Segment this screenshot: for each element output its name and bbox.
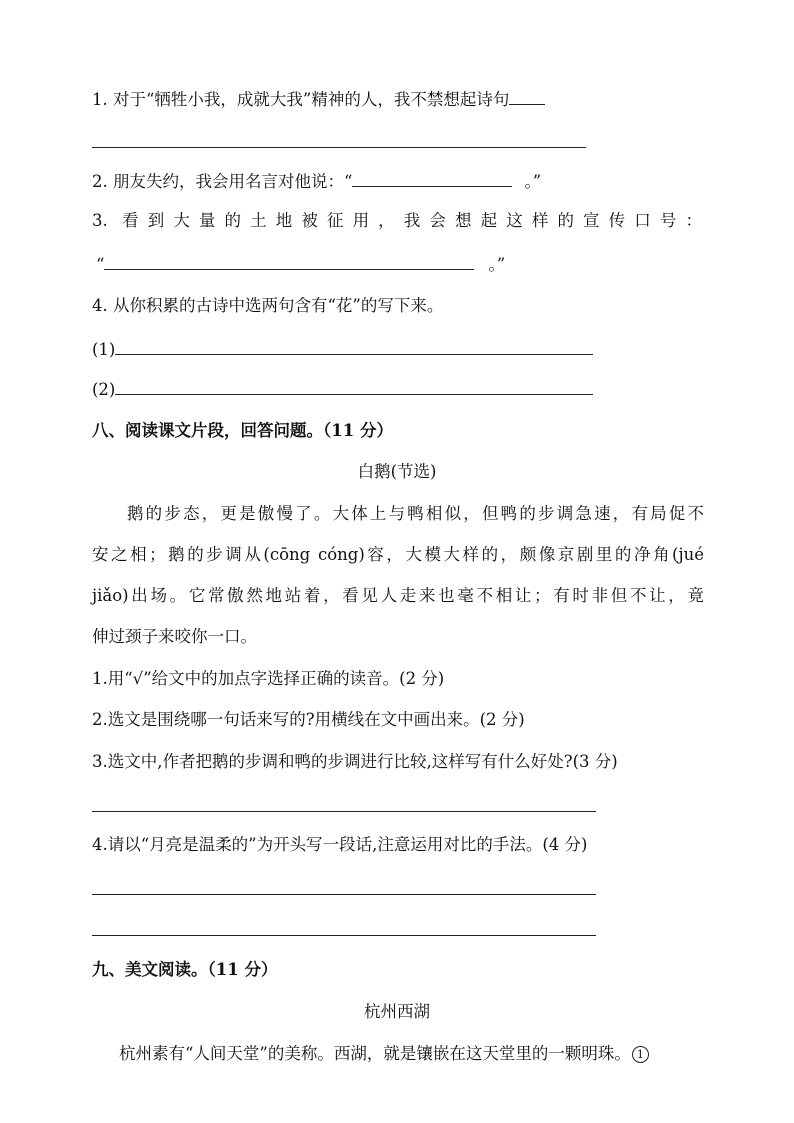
section-9-title: 杭州西湖 (364, 1002, 430, 1021)
question-3-close: 。” (488, 255, 506, 274)
item-1-label: (1) (92, 340, 116, 359)
section-9-heading: 九、美文阅读。（11 分） (92, 960, 278, 979)
section-8-question-4: 4.请以“月亮是温柔的”为开头写一段话,注意运用对比的手法。(4 分) (92, 835, 588, 854)
question-4-item-2 (92, 376, 702, 402)
item-2-label: (2) (92, 380, 116, 399)
passage-9-line-1 (119, 1042, 706, 1066)
passage-8-line-1: 鹅的步态，更是傲慢了。大体上与鸭相似，但鸭的步调急速，有局促不 (127, 504, 704, 523)
circled-number-1: 1 (632, 1046, 649, 1063)
section-8-heading: 八、阅读课文片段，回答问题。（11 分） (92, 421, 393, 440)
answer-blank-2[interactable] (352, 168, 512, 187)
answer-blank-3[interactable] (104, 251, 474, 270)
question-2 (92, 168, 702, 194)
passage-9-text: 杭州素有“人间天堂”的美称。西湖，就是镶嵌在这天堂里的一颗明珠。 (119, 1044, 631, 1063)
answer-line-8-3[interactable] (92, 811, 596, 812)
section-8-question-2: 2.选文是围绕哪一句话来写的?用横线在文中画出来。(2 分) (92, 710, 525, 729)
question-4-item-1 (92, 336, 702, 362)
question-4: 4. 从你积累的古诗中选两句含有“花”的写下来。 (92, 296, 444, 315)
question-2-text: 2. 朋友失约，我会用名言对他说：“ (92, 172, 353, 191)
question-2-close: 。” (524, 172, 542, 191)
answer-line-1b[interactable] (92, 147, 586, 148)
sentence-marker-1 (631, 1044, 649, 1063)
answer-line-4-1[interactable] (115, 336, 593, 355)
question-3-open-quote: “ (96, 255, 105, 274)
answer-blank-1a[interactable] (509, 86, 545, 105)
section-8-question-3: 3.选文中,作者把鹅的步调和鸭的步调进行比较,这样写有什么好处?(3 分) (92, 752, 618, 771)
question-1-text: 1. 对于“牺牲小我，成就大我”精神的人，我不禁想起诗句 (92, 90, 510, 109)
question-3-answer (96, 251, 702, 277)
section-8-title: 白鹅(节选) (357, 462, 437, 481)
passage-8-line-4: 伸过颈子来咬你一口。 (92, 627, 257, 646)
section-8-question-1: 1.用“√”给文中的加点字选择正确的读音。(2 分) (92, 669, 445, 688)
question-3: 3. 看到大量的土地被征用，我会想起这样的宣传口号： (92, 211, 702, 230)
answer-line-4-2[interactable] (115, 376, 593, 395)
question-1 (92, 86, 702, 112)
passage-8-line-3: jiǎo)出场。它常傲然地站着，看见人走来也毫不相让；有时非但不让，竟 (92, 586, 704, 605)
passage-8-line-2: 安之相；鹅的步调从(cōng cóng)容，大模大样的，颇像京剧里的净角(jué (92, 545, 704, 564)
answer-line-8-4b[interactable] (92, 935, 596, 936)
answer-line-8-4a[interactable] (92, 894, 596, 895)
